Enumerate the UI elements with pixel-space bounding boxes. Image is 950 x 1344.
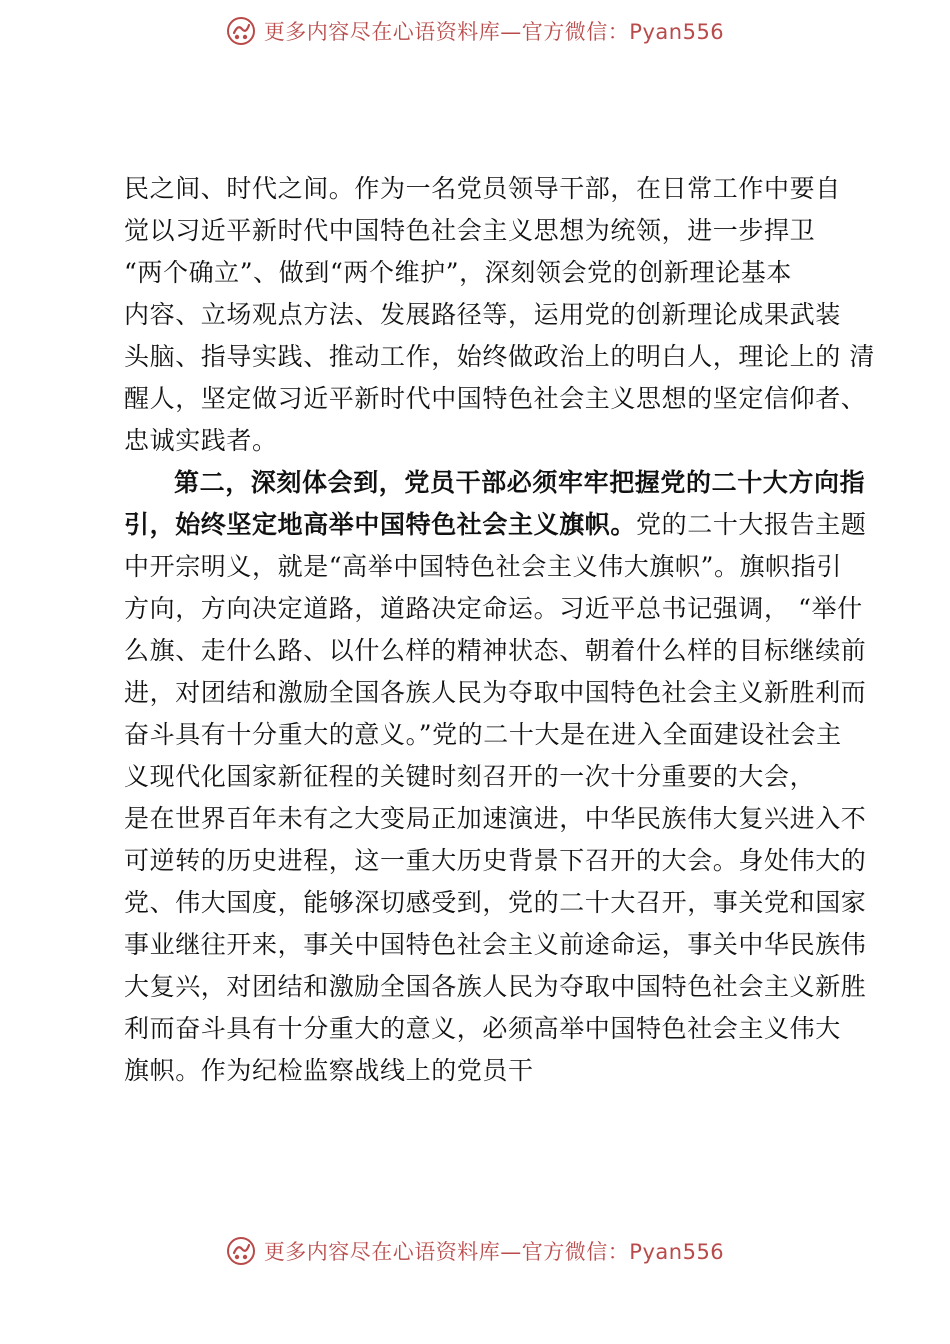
paragraph-line: 中开宗明义，就是“高举中国特色社会主义伟大旗帜”。旗帜指引 xyxy=(124,552,842,581)
paragraph-line: 醒人，坚定做习近平新时代中国特色社会主义思想的坚定信仰者、 xyxy=(124,384,867,413)
paragraph-line: 义现代化国家新征程的关键时刻召开的一次十分重要的大会， xyxy=(124,762,816,791)
paragraph-line: 方向，方向决定道路，道路决定命运。习近平总书记强调， “举什 xyxy=(124,594,863,623)
paragraph-text: 党的二十大报告主题 xyxy=(636,510,867,539)
header-watermark xyxy=(0,16,950,46)
paragraph-line: 是在世界百年未有之大变局正加速演进，中华民族伟大复兴进入不 xyxy=(124,804,867,833)
paragraph-line: 利而奋斗具有十分重大的意义，必须高举中国特色社会主义伟大 xyxy=(124,1014,841,1043)
xinyu-logo-icon xyxy=(226,1236,256,1266)
paragraph-line: 进，对团结和激励全国各族人民为夺取中国特色社会主义新胜利而 xyxy=(124,678,867,707)
paragraph-line: 觉以习近平新时代中国特色社会主义思想为统领，进一步捍卫 xyxy=(124,216,816,245)
paragraph-line: 么旗、走什么路、以什么样的精神状态、朝着什么样的目标继续前 xyxy=(124,636,867,665)
paragraph-line: “两个确立”、做到“两个维护”，深刻领会党的创新理论基本 xyxy=(124,258,792,287)
bold-heading-text: 引，始终坚定地高举中国特色社会主义旗帜。 xyxy=(124,510,637,539)
paragraph-line: 忠诚实践者。 xyxy=(124,426,278,455)
paragraph-line xyxy=(124,504,867,546)
paragraph-2-rest xyxy=(124,546,867,1092)
watermark-text: 更多内容尽在心语资料库—官方微信：Pyan556 xyxy=(263,1240,725,1264)
paragraph-line: 头脑、指导实践、推动工作，始终做政治上的明白人，理论上的 清 xyxy=(124,342,875,371)
paragraph-line: 可逆转的历史进程，这一重大历史背景下召开的大会。身处伟大的 xyxy=(124,846,867,875)
paragraph-line: 民之间、时代之间。作为一名党员领导干部，在日常工作中要自 xyxy=(124,174,841,203)
paragraph-line: 奋斗具有十分重大的意义。”党的二十大是在进入全面建设社会主 xyxy=(124,720,842,749)
paragraph-line: 内容、立场观点方法、发展路径等，运用党的创新理论成果武装 xyxy=(124,300,841,329)
document-body xyxy=(124,168,875,1092)
paragraph-line: 事业继往开来，事关中国特色社会主义前途命运，事关中华民族伟 xyxy=(124,930,867,959)
paragraph-line: 党、伟大国度，能够深切感受到，党的二十大召开，事关党和国家 xyxy=(124,888,867,917)
footer-watermark xyxy=(0,1236,950,1266)
bold-heading-text: 第二，深刻体会到，党员干部必须牢牢把握党的二十大方向指 xyxy=(174,468,866,497)
paragraph-line xyxy=(124,462,866,504)
paragraph-line: 旗帜。作为纪检监察战线上的党员干 xyxy=(124,1056,534,1085)
paragraph-1 xyxy=(124,168,875,462)
xinyu-logo-icon xyxy=(226,16,256,46)
watermark-text: 更多内容尽在心语资料库—官方微信：Pyan556 xyxy=(263,20,725,44)
paragraph-2 xyxy=(124,462,867,1092)
paragraph-line: 大复兴，对团结和激励全国各族人民为夺取中国特色社会主义新胜 xyxy=(124,972,867,1001)
